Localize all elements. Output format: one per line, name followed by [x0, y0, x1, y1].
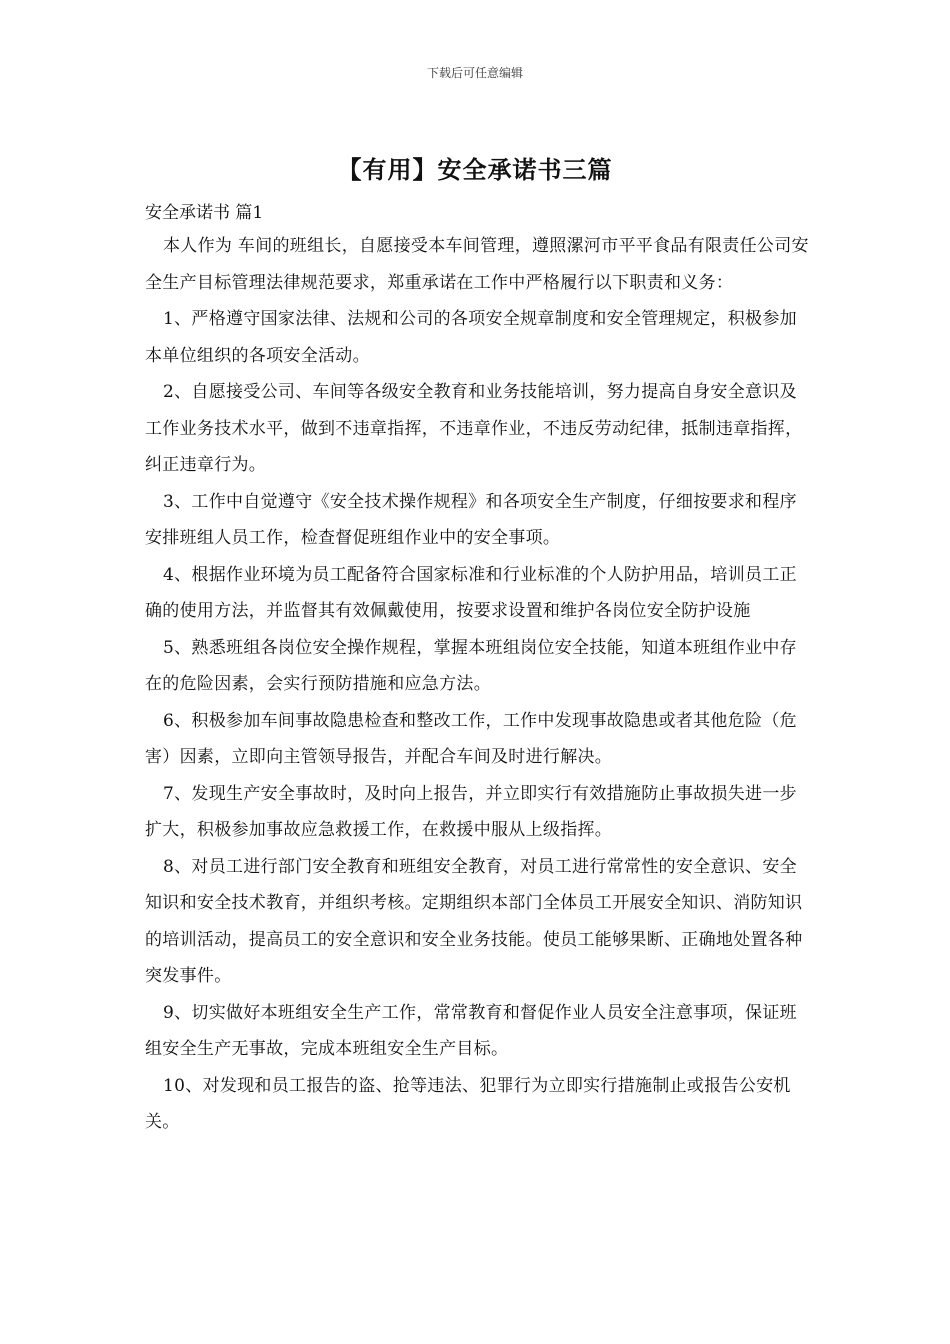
clause-5: 5、熟悉班组各岗位安全操作规程，掌握本班组岗位安全技能，知道本班组作业中存在的危险因素，会实行预防措施和应急方法。 [145, 637, 797, 694]
intro-paragraph: 本人作为 车间的班组长，自愿接受本车间管理，遵照漯河市平平食品有限责任公司安全生产目标管理法律规范要求，郑重承诺在工作中严格履行以下职责和义务： [145, 236, 809, 293]
clause-7: 7、发现生产安全事故时，及时向上报告，并立即实行有效措施防止事故损失进一步扩大，积极参加事故应急救援工作，在救援中服从上级指挥。 [145, 783, 797, 840]
clause-2: 2、自愿接受公司、车间等各级安全教育和业务技能培训，努力提高自身安全意识及工作业务技术水平，做到不违章指挥，不违章作业，不违反劳动纪律，抵制违章指挥，纠正违章行为。 [145, 382, 803, 475]
clause-10: 10、对发现和员工报告的盗、抢等违法、犯罪行为立即实行措施制止或报告公安机关。 [145, 1075, 791, 1132]
clause-6: 6、积极参加车间事故隐患检查和整改工作，工作中发现事故隐患或者其他危险（危害）因素，立即向主管领导报告，并配合车间及时进行解决。 [145, 710, 797, 767]
section-label: 安全承诺书 篇1 [145, 203, 264, 223]
clause-3: 3、工作中自觉遵守《安全技术操作规程》和各项安全生产制度，仔细按要求和程序安排班组人员工作，检查督促班组作业中的安全事项。 [145, 491, 797, 548]
clause-4: 4、根据作业环境为员工配备符合国家标准和行业标准的个人防护用品，培训员工正确的使用方法，并监督其有效佩戴使用，按要求设置和维护各岗位安全防护设施 [145, 564, 797, 621]
clause-1: 1、严格遵守国家法律、法规和公司的各项安全规章制度和安全管理规定，积极参加本单位组织的各项安全活动。 [145, 309, 797, 366]
document-title: 【有用】安全承诺书三篇 [337, 155, 613, 184]
document-body [145, 198, 810, 1141]
clause-8: 8、对员工进行部门安全教育和班组安全教育，对员工进行常常性的安全意识、安全知识和安全技术教育，并组织考核。定期组织本部门全体员工开展安全知识、消防知识的培训活动，提高员工的安全意识和安全业务技能。使员工能够果断、正确地处置各种突发事件。 [145, 856, 803, 986]
clause-9: 9、切实做好本班组安全生产工作，常常教育和督促作业人员安全注意事项，保证班组安全生产无事故，完成本班组安全生产目标。 [145, 1002, 797, 1059]
header-note: 下载后可任意编辑 [426, 66, 523, 80]
